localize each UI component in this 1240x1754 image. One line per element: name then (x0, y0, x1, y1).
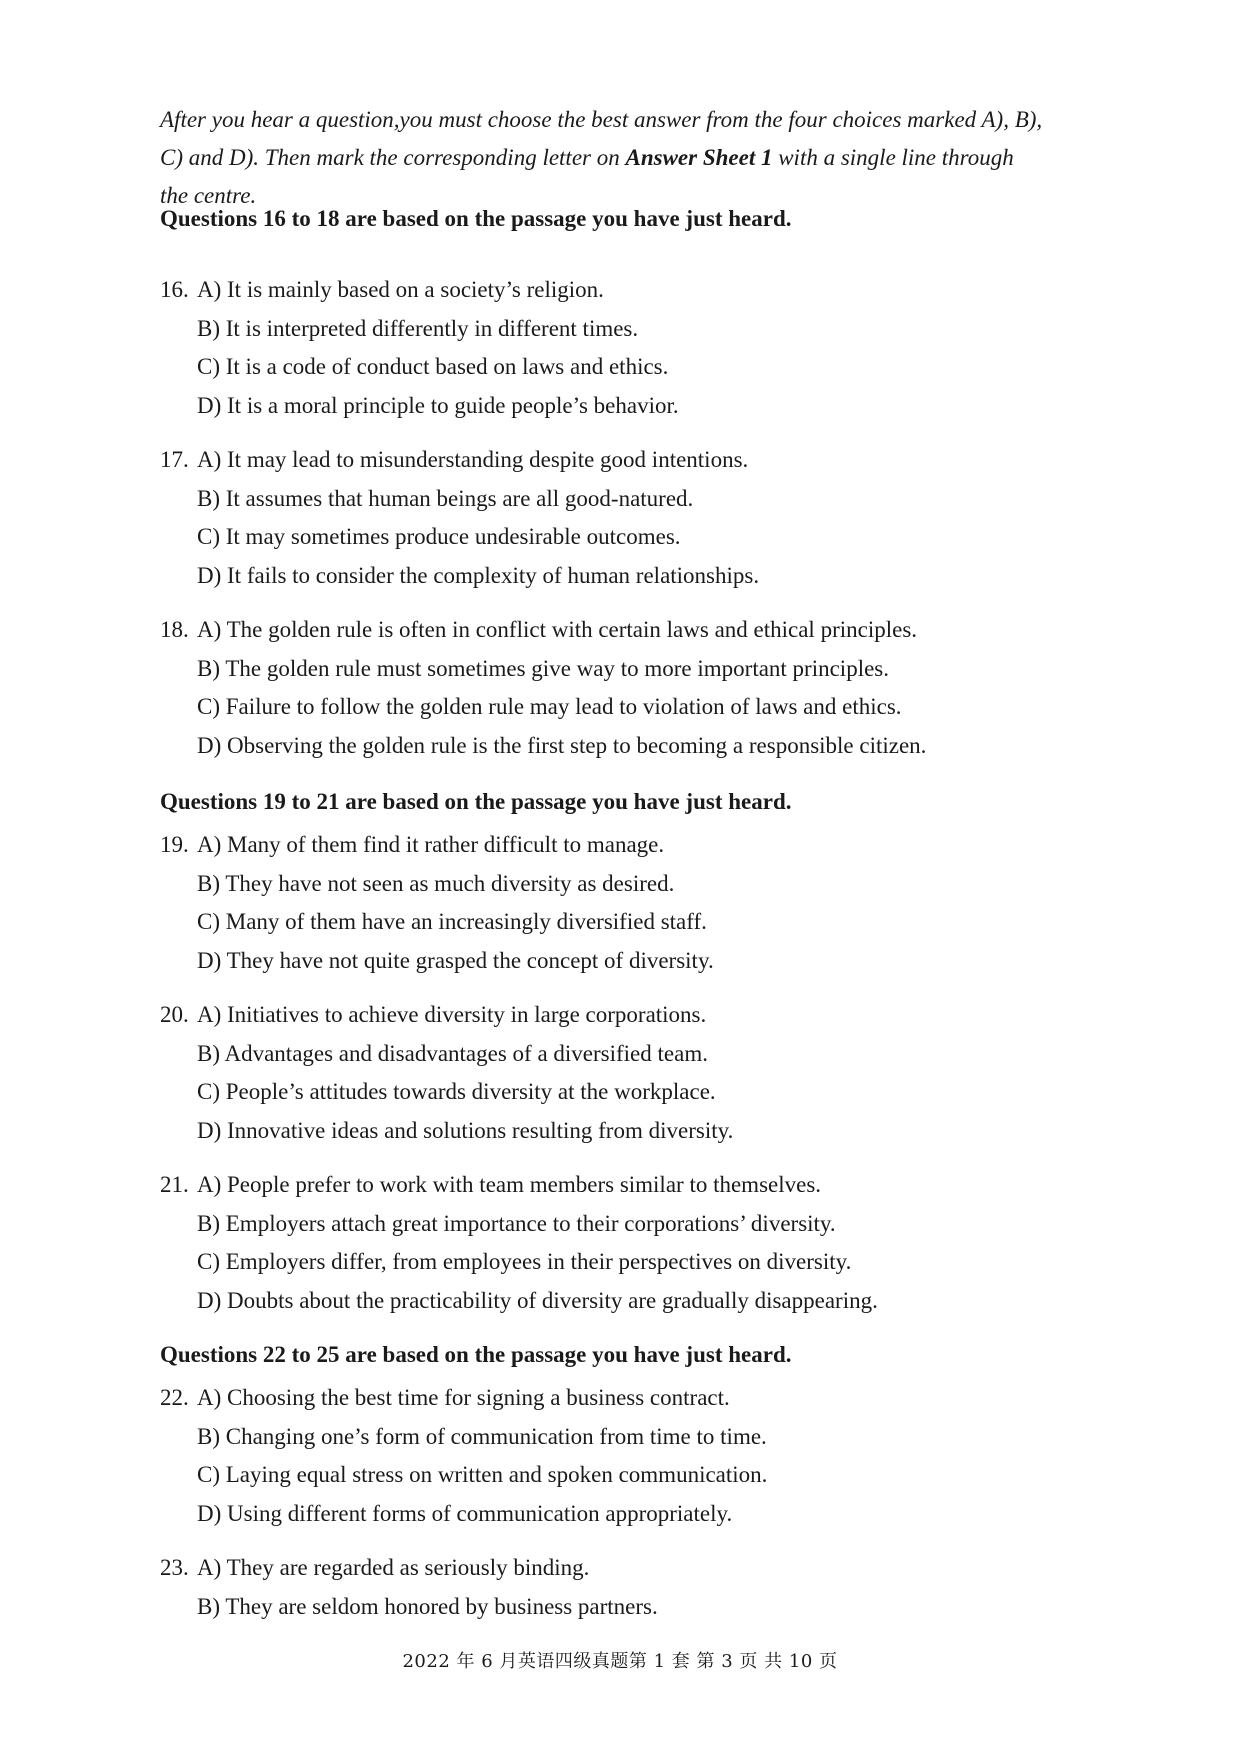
option-d: D) Doubts about the practicability of diversity are gradually disappearing. (197, 1287, 878, 1313)
section-heading: Questions 16 to 18 are based on the passage you have just heard. (160, 206, 792, 231)
instructions-line-3: the centre. (160, 183, 257, 208)
answer-sheet-label: Answer Sheet 1 (625, 145, 773, 170)
option-b: B) It assumes that human beings are all good-natured. (197, 485, 694, 511)
option-b: B) Advantages and disadvantages of a diversified team. (197, 1040, 708, 1066)
option-b: B) They have not seen as much diversity as desired. (197, 870, 675, 896)
option-b: B) It is interpreted differently in different times. (197, 315, 639, 341)
option-c: C) Employers differ, from employees in their perspectives on diversity. (197, 1249, 852, 1274)
question-19 (160, 826, 1120, 980)
instructions-line-2-end: with a single line through (772, 145, 1014, 170)
option-d: D) It fails to consider the complexity of human relationships. (197, 562, 760, 588)
question-23 (160, 1549, 1120, 1626)
question-number: 17. (160, 447, 189, 472)
question-17 (160, 441, 1120, 595)
section-heading: Questions 19 to 21 are based on the passage you have just heard. (160, 789, 792, 814)
option-b: B) They are seldom honored by business partners. (197, 1593, 658, 1619)
option-a: A) People prefer to work with team members similar to themselves. (197, 1172, 822, 1197)
section-2 (160, 783, 1120, 821)
option-b: B) Employers attach great importance to their corporations’ diversity. (197, 1210, 836, 1236)
option-b: B) Changing one’s form of communication from time to time. (197, 1423, 767, 1449)
option-c: C) Failure to follow the golden rule may lead to violation of laws and ethics. (197, 694, 902, 719)
option-d: D) Using different forms of communication appropriately. (197, 1500, 733, 1526)
section-heading: Questions 22 to 25 are based on the passage you have just heard. (160, 1342, 792, 1367)
question-number: 18. (160, 617, 189, 642)
question-number: 22. (160, 1385, 189, 1410)
question-number: 16. (160, 277, 189, 302)
option-d: D) Innovative ideas and solutions resulting from diversity. (197, 1117, 734, 1143)
option-c: C) People’s attitudes towards diversity at the workplace. (197, 1079, 716, 1104)
option-c: C) It is a code of conduct based on laws and ethics. (197, 354, 669, 379)
option-d: D) They have not quite grasped the concept of diversity. (197, 947, 714, 973)
option-b: B) The golden rule must sometimes give way to more important principles. (197, 655, 889, 681)
option-c: C) It may sometimes produce undesirable outcomes. (197, 524, 681, 549)
instructions-line-2-start: C) and D). Then mark the corresponding letter on (160, 145, 626, 170)
option-a: A) Choosing the best time for signing a business contract. (197, 1385, 730, 1410)
question-21 (160, 1166, 1120, 1320)
page-footer: 2022 年 6 月英语四级真题第 1 套 第 3 页 共 10 页 (402, 1651, 838, 1672)
question-18 (160, 611, 1120, 765)
option-d: D) It is a moral principle to guide people’s behavior. (197, 392, 679, 418)
option-a: A) Many of them find it rather difficult to manage. (197, 832, 665, 857)
option-a: A) They are regarded as seriously binding. (197, 1555, 590, 1580)
section-3 (160, 1336, 1120, 1374)
question-number: 23. (160, 1555, 189, 1580)
option-a: A) The golden rule is often in conflict with certain laws and ethical principles. (197, 617, 918, 642)
question-number: 20. (160, 1002, 189, 1027)
section-1 (160, 200, 1120, 238)
question-22 (160, 1379, 1120, 1533)
question-number: 19. (160, 832, 189, 857)
option-a: A) It is mainly based on a society’s religion. (197, 277, 604, 302)
option-d: D) Observing the golden rule is the first step to becoming a responsible citizen. (197, 732, 927, 758)
instructions-line-1: After you hear a question,you must choose the best answer from the four choices marked A), B), (160, 107, 1043, 132)
option-a: A) It may lead to misunderstanding despite good intentions. (197, 447, 749, 472)
question-number: 21. (160, 1172, 189, 1197)
question-20 (160, 996, 1120, 1150)
question-16 (160, 271, 1120, 425)
option-a: A) Initiatives to achieve diversity in large corporations. (197, 1002, 707, 1027)
option-c: C) Many of them have an increasingly diversified staff. (197, 909, 707, 934)
option-c: C) Laying equal stress on written and spoken communication. (197, 1462, 768, 1487)
instructions (160, 101, 1090, 215)
